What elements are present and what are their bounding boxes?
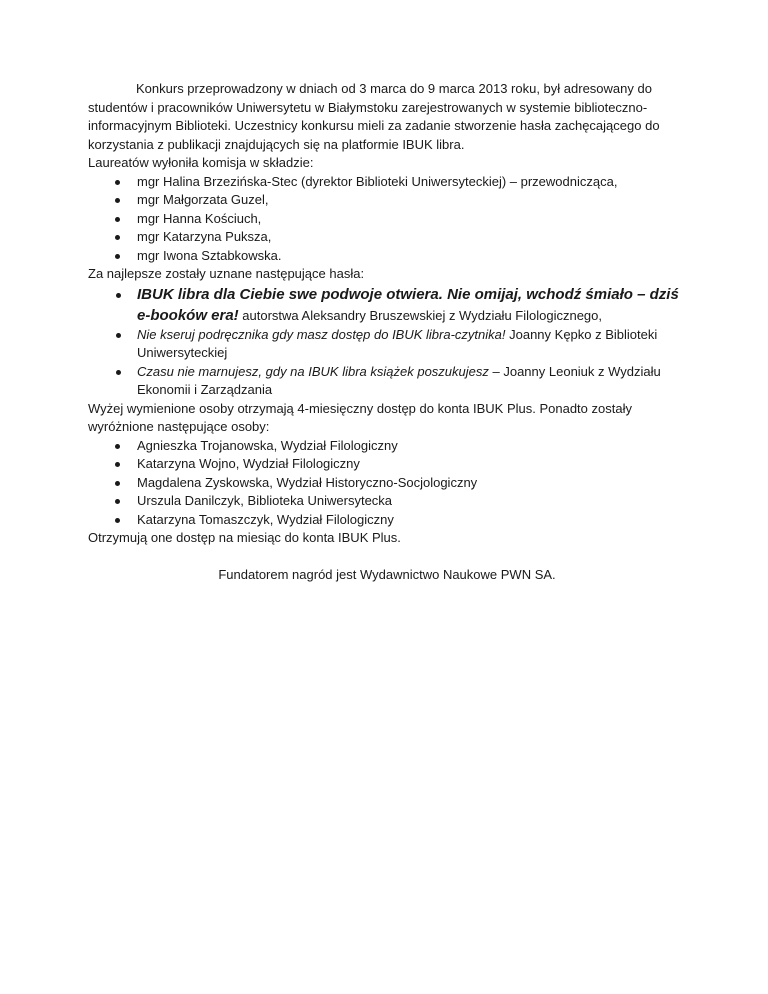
list-item: Agnieszka Trojanowska, Wydział Filologiczny xyxy=(88,437,686,456)
slogan-item-2 xyxy=(88,326,686,363)
list-item: Urszula Danilczyk, Biblioteka Uniwersytecka xyxy=(88,492,686,511)
slogans-heading: Za najlepsze zostały uznane następujące hasła: xyxy=(88,266,365,281)
committee-list xyxy=(88,173,686,266)
list-item: Katarzyna Wojno, Wydział Filologiczny xyxy=(88,455,686,474)
list-item: Katarzyna Tomaszczyk, Wydział Filologiczny xyxy=(88,511,686,530)
list-item: mgr Katarzyna Puksza, xyxy=(88,228,686,247)
list-item: mgr Hanna Kościuch, xyxy=(88,210,686,229)
slogan-item-3 xyxy=(88,363,686,400)
prize-paragraph: Wyżej wymienione osoby otrzymają 4-miesięczny dostęp do konta IBUK Plus. Ponadto zostały wyróżnione następujące osoby: xyxy=(88,400,632,434)
document-page xyxy=(88,80,686,584)
slogan-text: IBUK libra dla Ciebie swe podwoje otwiera. Nie omijaj, wchodź śmiało – dziś e-booków era! xyxy=(137,285,679,324)
sponsor-line: Fundatorem nagród jest Wydawnictwo Naukowe PWN SA. xyxy=(218,566,556,582)
slogan-text: Czasu nie marnujesz, gdy na IBUK libra książek poszukujesz xyxy=(137,363,489,379)
slogan-author: autorstwa Aleksandry Bruszewskiej z Wydziału Filologicznego, xyxy=(238,307,603,323)
slogan-author: Joanny Kępko z Biblioteki Uniwersyteckiej xyxy=(137,326,658,360)
honorable-prize-paragraph: Otrzymują one dostęp na miesiąc do konta IBUK Plus. xyxy=(88,530,401,545)
list-item: mgr Małgorzata Guzel, xyxy=(88,191,686,210)
slogan-author: – Joanny Leoniuk z Wydziału Ekonomii i Zarządzania xyxy=(137,363,661,397)
slogan-item-1 xyxy=(88,284,686,326)
intro-paragraph: Konkurs przeprowadzony w dniach od 3 marca do 9 marca 2013 roku, był adresowany do studentów i pracowników Uniwersytetu w Białymstoku zarejestrowanych w systemie biblioteczno-informacyjnym Biblioteki. Uczestnicy konkursu mieli za zadanie stworzenie hasła zachęcającego do korzystania z publikacji znajdujących się na platformie IBUK libra. xyxy=(88,81,660,152)
honorable-list xyxy=(88,437,686,530)
slogan-text: Nie kseruj podręcznika gdy masz dostęp do IBUK libra-czytnika! xyxy=(137,326,506,342)
committee-heading: Laureatów wyłoniła komisja w składzie: xyxy=(88,155,314,170)
list-item: mgr Halina Brzezińska-Stec (dyrektor Biblioteki Uniwersyteckiej) – przewodnicząca, xyxy=(88,173,686,192)
slogans-list xyxy=(88,284,686,400)
list-item: Magdalena Zyskowska, Wydział Historyczno-Socjologiczny xyxy=(88,474,686,493)
list-item: mgr Iwona Sztabkowska. xyxy=(88,247,686,266)
